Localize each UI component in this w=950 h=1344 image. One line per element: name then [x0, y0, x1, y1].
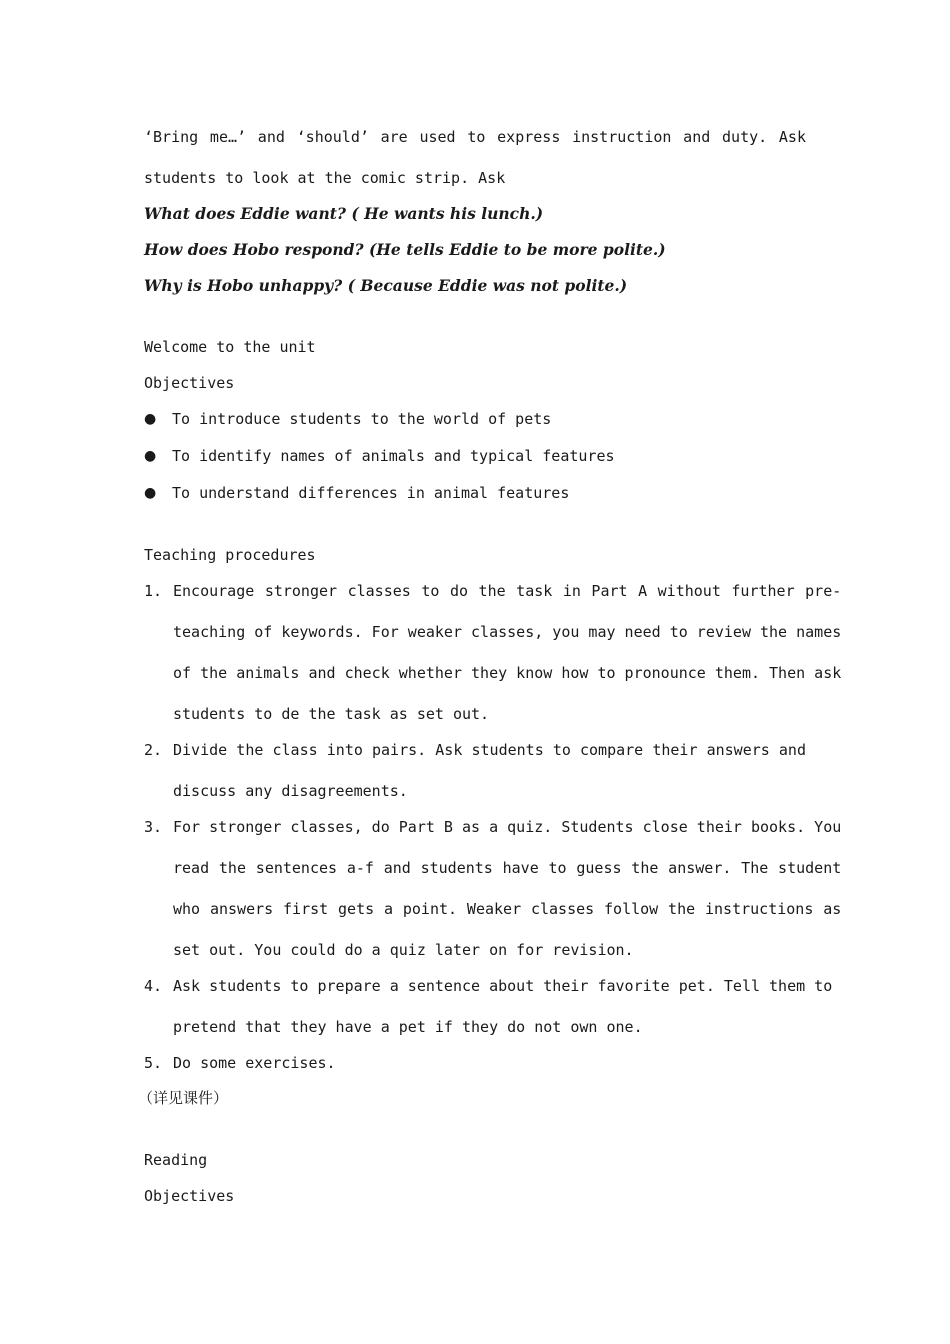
objective-item	[144, 446, 806, 466]
procedure-item	[144, 817, 842, 960]
procedure-number: 2.	[144, 741, 163, 759]
procedure-number: 1.	[144, 582, 163, 600]
procedure-line: Divide the class into pairs. Ask students to compare their answers and	[173, 741, 806, 759]
procedure-item	[144, 1053, 806, 1073]
procedure-line: pretend that they have a pet if they do not own one.	[173, 1018, 643, 1036]
section-heading-welcome: Welcome to the unit	[144, 338, 316, 356]
procedure-line: set out. You could do a quiz later on for revision.	[173, 941, 634, 959]
procedure-line: Do some exercises.	[173, 1054, 336, 1072]
courseware-note: （详见课件）	[138, 1089, 229, 1107]
objective-item	[144, 483, 806, 503]
procedure-line: discuss any disagreements.	[173, 782, 408, 800]
question-1: What does Eddie want? ( He wants his lunch.)	[144, 204, 544, 223]
section-heading-reading: Reading	[144, 1151, 208, 1169]
objective-text: To introduce students to the world of pets	[172, 410, 552, 428]
procedure-number: 5.	[144, 1054, 163, 1072]
reading-objectives-label: Objectives	[144, 1187, 235, 1205]
objective-text: To identify names of animals and typical features	[172, 447, 615, 465]
procedure-item	[144, 740, 806, 801]
question-2: How does Hobo respond? (He tells Eddie to be more polite.)	[144, 240, 666, 259]
procedure-item	[144, 976, 833, 1037]
bullet-icon: ●	[144, 411, 157, 427]
objective-item	[144, 409, 806, 429]
objectives-label: Objectives	[144, 374, 235, 392]
document-page	[138, 124, 842, 1206]
bullet-icon: ●	[144, 448, 157, 464]
procedure-number: 3.	[144, 818, 163, 836]
procedure-line: who answers first gets a point. Weaker classes follow the instructions as	[173, 900, 842, 918]
bullet-icon: ●	[144, 485, 157, 501]
procedure-line: Ask students to prepare a sentence about their favorite pet. Tell them to	[173, 977, 833, 995]
intro-line-1: ‘Bring me…’ and ‘should’ are used to express instruction and duty. Ask	[144, 128, 806, 146]
procedure-item	[144, 581, 842, 724]
procedure-line: For stronger classes, do Part B as a quiz. Students close their books. You	[173, 818, 842, 836]
question-3: Why is Hobo unhappy? ( Because Eddie was not polite.)	[144, 276, 628, 295]
procedure-line: of the animals and check whether they know how to pronounce them. Then ask	[173, 664, 842, 682]
procedure-number: 4.	[144, 977, 163, 995]
procedure-line: teaching of keywords. For weaker classes, you may need to review the names	[173, 623, 842, 641]
procedure-line: students to de the task as set out.	[173, 705, 490, 723]
intro-line-2: students to look at the comic strip. Ask	[144, 169, 506, 187]
procedure-line: Encourage stronger classes to do the task in Part A without further pre-	[173, 582, 842, 600]
procedure-line: read the sentences a-f and students have to guess the answer. The student	[173, 859, 842, 877]
section-heading-procedures: Teaching procedures	[144, 546, 316, 564]
objective-text: To understand differences in animal features	[172, 484, 570, 502]
